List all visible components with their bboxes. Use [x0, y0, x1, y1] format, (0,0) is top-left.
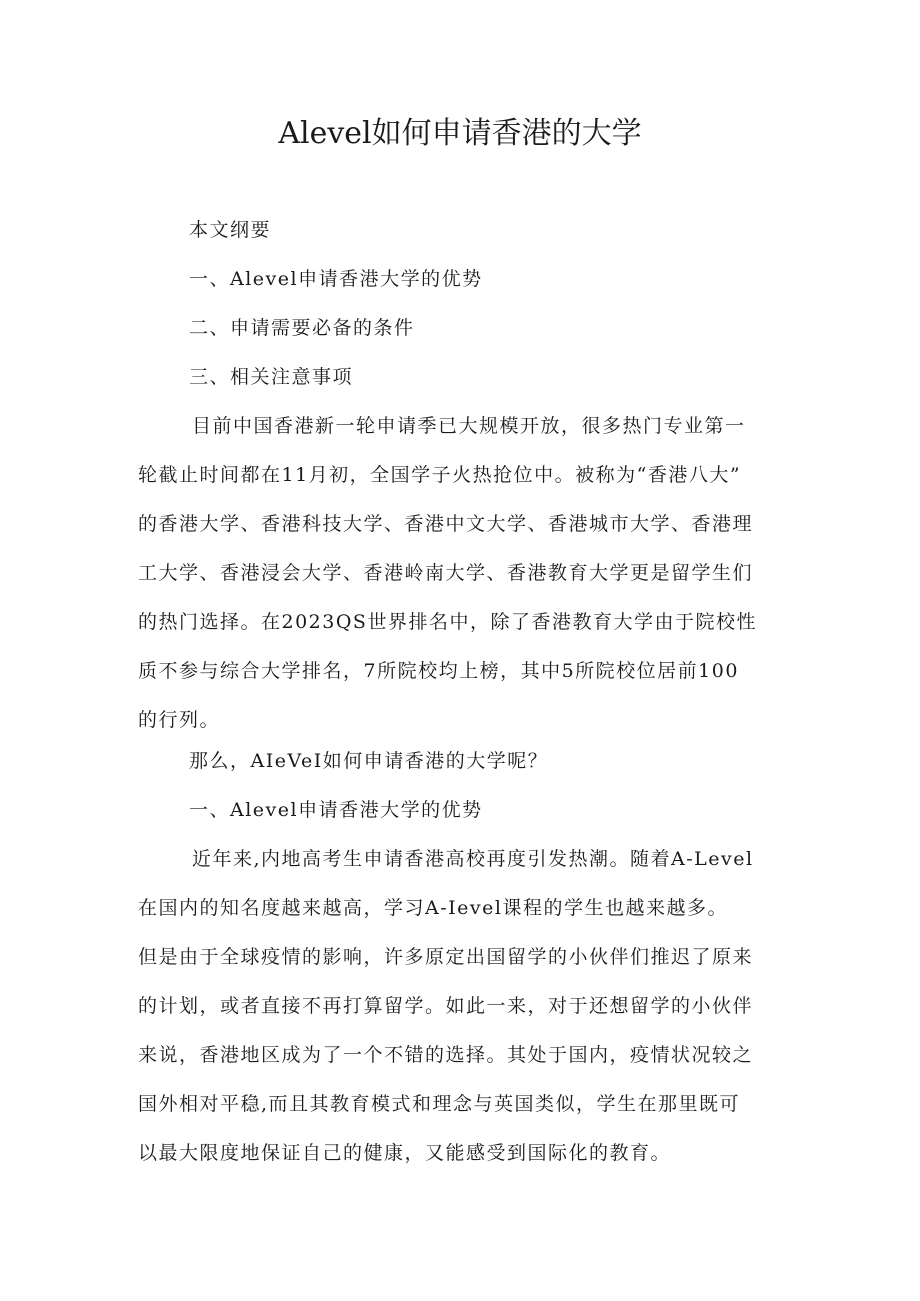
paragraph-line: 质不参与综合大学排名，7所院校均上榜，其中5所院校位居前100: [138, 660, 739, 682]
paragraph-line: 轮截止时间都在11月初，全国学子火热抢位中。被称为“香港八大”: [138, 464, 742, 486]
outline-item-notes: 三、相关注意事项: [189, 366, 354, 388]
paragraph-line: 目前中国香港新一轮申请季已大规模开放，很多热门专业第一: [192, 415, 746, 437]
paragraph-line: 国外相对平稳,而且其教育模式和理念与英国类似，学生在那里既可: [138, 1093, 741, 1115]
paragraph-line: 的计划，或者直接不再打算留学。如此一来，对于还想留学的小伙伴: [138, 995, 754, 1017]
document-title: Alevel如何申请香港的大学: [278, 116, 642, 151]
outline-item-advantages: 一、Alevel申请香港大学的优势: [189, 268, 483, 290]
paragraph-intro: [138, 402, 786, 745]
paragraph-advantages: [138, 835, 786, 1178]
paragraph-line: 以最大限度地保证自己的健康，又能感受到国际化的教育。: [138, 1142, 672, 1164]
paragraph-line: 来说，香港地区成为了一个不错的选择。其处于国内，疫情状况较之: [138, 1044, 754, 1066]
paragraph-line: 的香港大学、香港科技大学、香港中文大学、香港城市大学、香港理: [138, 513, 754, 535]
outline-heading: 本文纲要: [189, 219, 272, 241]
paragraph-line: 在国内的知名度越来越高，学习A-Ievel课程的学生也越来越多。: [138, 897, 728, 919]
outline-section: [189, 206, 789, 402]
section-heading-advantages: 一、Alevel申请香港大学的优势: [189, 799, 483, 821]
paragraph-line: 但是由于全球疫情的影响，许多原定出国留学的小伙伴们推迟了原来: [138, 946, 754, 968]
outline-item-requirements: 二、申请需要必备的条件: [189, 317, 415, 339]
paragraph-line: 工大学、香港浸会大学、香港岭南大学、香港教育大学更是留学生们: [138, 562, 754, 584]
paragraph-line: 的行列。: [138, 709, 221, 731]
paragraph-line: 的热门选择。在2023QS世界排名中，除了香港教育大学由于院校性: [138, 611, 757, 633]
question-line: 那么，AIeVeI如何申请香港的大学呢？: [189, 750, 549, 772]
paragraph-line: 近年来,内地高考生申请香港高校再度引发热潮。随着A-Level: [192, 848, 754, 870]
